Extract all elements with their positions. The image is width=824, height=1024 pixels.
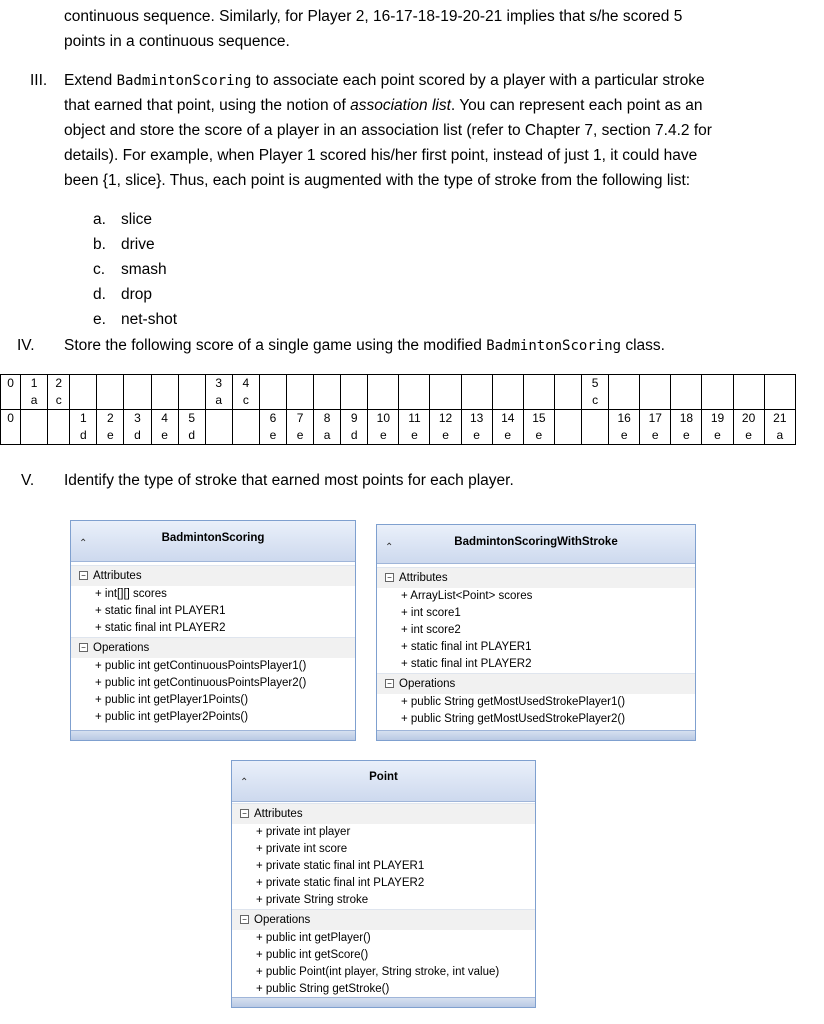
- uml-operation: + public String getStroke(): [256, 983, 390, 995]
- score-point: 10: [376, 411, 390, 425]
- section-3-line-1: [64, 68, 705, 94]
- score-cell: [1, 375, 21, 410]
- uml-operation: + public int getContinuousPointsPlayer1(): [95, 660, 307, 672]
- score-point: 13: [469, 411, 484, 425]
- score-stroke: c: [242, 393, 249, 407]
- uml-attribute: + int score1: [401, 607, 461, 619]
- score-cell: [48, 410, 70, 445]
- list-letter: b.: [93, 236, 106, 253]
- collapse-minus-icon[interactable]: −: [385, 573, 394, 582]
- section-label: Operations: [254, 914, 311, 926]
- uml-operation: + public Point(int player, String stroke, int value): [256, 966, 500, 978]
- score-point: 1: [79, 411, 87, 425]
- score-stroke: e: [473, 428, 480, 442]
- uml-attribute: + static final int PLAYER1: [95, 605, 226, 617]
- code-badminton-scoring: BadmintonScoring: [486, 338, 622, 354]
- score-stroke: a: [215, 393, 223, 407]
- uml-operations-header[interactable]: [232, 909, 535, 930]
- score-stroke: [97, 392, 123, 408]
- code-badminton-scoring: BadmintonScoring: [116, 73, 252, 89]
- uml-operation: + public int getPlayer2Points(): [95, 711, 249, 723]
- score-cell: [151, 410, 178, 445]
- section-label: Attributes: [399, 572, 448, 584]
- uml-class-point: [231, 760, 536, 1008]
- score-cell: [286, 375, 313, 410]
- score-point: 0: [7, 376, 14, 390]
- collapse-minus-icon[interactable]: −: [240, 915, 249, 924]
- score-point: [524, 375, 554, 392]
- score-stroke: [314, 392, 340, 408]
- score-cell: [97, 410, 124, 445]
- score-point: 2: [107, 411, 114, 425]
- uml-attribute: + int score2: [401, 624, 461, 636]
- score-cell: [671, 410, 702, 445]
- score-stroke: [582, 427, 608, 443]
- score-cell: [97, 375, 124, 410]
- score-cell: [368, 410, 399, 445]
- score-point: 4: [242, 376, 250, 390]
- score-point: 3: [215, 376, 223, 390]
- score-cell: [733, 375, 764, 410]
- stroke-name: drop: [121, 286, 153, 303]
- uml-class-badminton-scoring-with-stroke: [376, 524, 696, 741]
- intro-line-2: points in a continuous sequence.: [64, 33, 290, 50]
- uml-attribute: + static final int PLAYER2: [401, 658, 532, 670]
- score-stroke: [493, 392, 523, 408]
- score-stroke: d: [188, 428, 195, 442]
- score-point: 5: [188, 411, 195, 425]
- uml-operation: + public String getMostUsedStrokePlayer2(): [401, 713, 626, 725]
- score-stroke: a: [30, 393, 38, 407]
- score-point: [97, 375, 123, 392]
- score-cell: [205, 410, 232, 445]
- text: Store the following score of a single game using the modified: [64, 337, 487, 354]
- section-3-line-2: [64, 93, 703, 118]
- score-stroke: e: [269, 428, 277, 442]
- uml-operations-header[interactable]: [71, 637, 355, 658]
- text: Extend: [64, 72, 117, 89]
- score-point: [287, 375, 313, 392]
- score-cell: [124, 410, 151, 445]
- score-cell: [70, 375, 97, 410]
- score-point: [555, 410, 581, 427]
- score-cell: [492, 410, 523, 445]
- uml-attribute: + private static final int PLAYER1: [256, 860, 425, 872]
- score-stroke: e: [745, 428, 752, 442]
- score-point: 16: [617, 411, 631, 425]
- score-table-body: [1, 375, 796, 445]
- section-label: Operations: [93, 642, 150, 654]
- score-point: 3: [134, 411, 141, 425]
- score-cell: [523, 375, 554, 410]
- section-3-line-3: object and store the score of a player in an association list (refer to Chapter 7, section 7.4.2 for: [64, 122, 712, 139]
- uml-attribute: + private int player: [256, 826, 351, 838]
- score-cell: [232, 375, 259, 410]
- collapse-chevron-icon[interactable]: ⌃: [79, 538, 88, 549]
- score-stroke: d: [79, 428, 87, 442]
- stroke-name: drive: [121, 236, 155, 253]
- uml-attribute: + int[][] scores: [95, 588, 167, 600]
- score-stroke: d: [134, 428, 141, 442]
- text: that earned that point, using the notion of: [64, 97, 351, 114]
- score-cell: [609, 410, 640, 445]
- score-stroke: [70, 392, 96, 408]
- score-stroke: [341, 392, 367, 408]
- stroke-item: [93, 311, 177, 329]
- score-stroke: [368, 392, 398, 408]
- score-point: [260, 375, 286, 392]
- section-label: Attributes: [93, 570, 142, 582]
- score-stroke: [640, 392, 670, 408]
- score-point: [314, 375, 340, 392]
- uml-attribute: + private String stroke: [256, 894, 369, 906]
- score-point: 7: [296, 411, 304, 425]
- score-stroke: e: [504, 428, 512, 442]
- score-point: 12: [438, 411, 453, 425]
- score-stroke: e: [714, 428, 721, 442]
- score-stroke: [233, 427, 259, 443]
- score-stroke: [260, 392, 286, 408]
- score-row-player-2: [1, 410, 796, 445]
- score-stroke: e: [296, 428, 304, 442]
- intro-line-1: continuous sequence. Similarly, for Player 2, 16-17-18-19-20-21 implies that s/he scored 5: [64, 8, 683, 25]
- score-stroke: [524, 392, 554, 408]
- collapse-minus-icon[interactable]: −: [385, 679, 394, 688]
- score-cell: [430, 375, 461, 410]
- uml-class-header: [71, 521, 355, 562]
- score-cell: [582, 410, 609, 445]
- score-cell: [640, 375, 671, 410]
- uml-class-title: BadmintonScoringWithStroke: [454, 536, 618, 548]
- score-point: [555, 375, 581, 392]
- score-point: 0: [7, 411, 14, 425]
- uml-class-badminton-scoring: [70, 520, 356, 741]
- score-cell: [461, 375, 492, 410]
- score-cell: [1, 410, 21, 445]
- score-stroke: e: [161, 428, 168, 442]
- score-point: 19: [710, 411, 725, 425]
- score-cell: [671, 375, 702, 410]
- score-cell: [286, 410, 313, 445]
- score-stroke: [555, 427, 581, 443]
- uml-operation: + public int getPlayer1Points(): [95, 694, 249, 706]
- uml-footer: [377, 730, 695, 740]
- score-point: [702, 375, 732, 392]
- section-3-line-4: details). For example, when Player 1 scored his/her first point, instead of just 1, it could have: [64, 147, 698, 164]
- score-cell: [151, 375, 178, 410]
- score-stroke: c: [55, 393, 62, 407]
- score-point: [640, 375, 670, 392]
- score-stroke: e: [535, 428, 543, 442]
- score-stroke: [206, 427, 232, 443]
- score-point: 5: [591, 376, 599, 390]
- text: . You can represent each point as an: [450, 97, 703, 114]
- score-stroke: [124, 392, 150, 408]
- collapse-chevron-icon[interactable]: ⌃: [240, 777, 249, 788]
- list-letter: c.: [93, 261, 106, 278]
- score-cell: [205, 375, 232, 410]
- score-point: 6: [269, 411, 277, 425]
- score-cell: [554, 410, 581, 445]
- score-point: 9: [350, 411, 358, 425]
- score-stroke: [48, 427, 69, 443]
- score-stroke: e: [683, 428, 690, 442]
- score-stroke: [430, 392, 460, 408]
- uml-attribute: + static final int PLAYER2: [95, 622, 226, 634]
- score-cell: [232, 410, 259, 445]
- section-5-text: Identify the type of stroke that earned most points for each player.: [64, 472, 514, 489]
- score-cell: [399, 410, 430, 445]
- score-cell: [399, 375, 430, 410]
- score-stroke: [179, 392, 205, 408]
- score-point: 2: [55, 376, 63, 390]
- score-cell: [764, 375, 795, 410]
- uml-class-title: Point: [369, 771, 398, 783]
- score-cell: [368, 375, 399, 410]
- score-point: [765, 375, 795, 392]
- section-label: Operations: [399, 678, 456, 690]
- score-stroke: a: [323, 428, 331, 442]
- score-cell: [259, 375, 286, 410]
- stroke-item: [93, 286, 152, 304]
- uml-operation: + public int getPlayer(): [256, 932, 371, 944]
- uml-attribute: + static final int PLAYER1: [401, 641, 532, 653]
- score-point: [206, 410, 232, 427]
- score-cell: [314, 410, 341, 445]
- collapse-minus-icon[interactable]: −: [240, 809, 249, 818]
- score-cell: [764, 410, 795, 445]
- uml-class-header: [377, 525, 695, 564]
- uml-attributes-header[interactable]: [71, 565, 355, 586]
- score-point: [70, 375, 96, 392]
- score-point: [152, 375, 178, 392]
- score-point: 11: [408, 411, 421, 425]
- score-point: 4: [161, 411, 168, 425]
- score-point: 1: [30, 376, 38, 390]
- emphasis-association-list: association list: [350, 97, 451, 114]
- stroke-item: [93, 261, 167, 279]
- score-cell: [178, 410, 205, 445]
- score-stroke: [152, 392, 178, 408]
- uml-operation: + public int getContinuousPointsPlayer2(): [95, 677, 307, 689]
- score-stroke: [734, 392, 764, 408]
- score-cell: [430, 410, 461, 445]
- collapse-chevron-icon[interactable]: ⌃: [385, 542, 394, 553]
- score-stroke: [702, 392, 732, 408]
- score-point: 15: [532, 411, 546, 425]
- score-stroke: e: [442, 428, 449, 442]
- score-point: [430, 375, 460, 392]
- stroke-name: net-shot: [121, 311, 178, 328]
- collapse-minus-icon[interactable]: −: [79, 571, 88, 580]
- score-stroke: [21, 427, 47, 443]
- score-point: [399, 375, 429, 392]
- score-cell: [702, 410, 733, 445]
- section-label: Attributes: [254, 808, 303, 820]
- score-stroke: [555, 392, 581, 408]
- score-point: [671, 375, 701, 392]
- uml-attributes-header[interactable]: [232, 803, 535, 824]
- score-stroke: d: [350, 428, 358, 442]
- score-stroke: e: [620, 428, 628, 442]
- score-cell: [733, 410, 764, 445]
- score-stroke: c: [592, 393, 599, 407]
- collapse-minus-icon[interactable]: −: [79, 643, 88, 652]
- stroke-name: slice: [121, 211, 153, 228]
- score-cell: [341, 375, 368, 410]
- score-cell: [640, 410, 671, 445]
- score-point: 21: [773, 411, 787, 425]
- score-cell: [554, 375, 581, 410]
- stroke-item: [93, 211, 152, 229]
- score-cell: [21, 375, 48, 410]
- uml-attributes-header[interactable]: [377, 567, 695, 588]
- score-point: [609, 375, 639, 392]
- uml-attribute: + private int score: [256, 843, 348, 855]
- score-cell: [48, 375, 70, 410]
- score-point: 17: [648, 411, 662, 425]
- score-point: [462, 375, 492, 392]
- stroke-name: smash: [121, 261, 167, 278]
- score-cell: [21, 410, 48, 445]
- uml-class-title: BadmintonScoring: [161, 532, 265, 544]
- score-cell: [259, 410, 286, 445]
- list-letter: d.: [93, 286, 106, 303]
- uml-footer: [71, 730, 355, 740]
- score-point: [582, 410, 608, 427]
- score-cell: [70, 410, 97, 445]
- list-letter: e.: [93, 311, 106, 328]
- uml-class-header: [232, 761, 535, 802]
- score-point: [233, 410, 259, 427]
- score-cell: [582, 375, 609, 410]
- uml-footer: [232, 997, 535, 1007]
- score-cell: [523, 410, 554, 445]
- score-stroke: [671, 392, 701, 408]
- uml-operation: + public int getScore(): [256, 949, 369, 961]
- score-stroke: e: [411, 428, 418, 442]
- score-cell: [492, 375, 523, 410]
- uml-attribute: + ArrayList<Point> scores: [401, 590, 533, 602]
- score-point: 18: [679, 411, 694, 425]
- score-point: [368, 375, 398, 392]
- text: class.: [621, 337, 665, 354]
- score-cell: [314, 375, 341, 410]
- score-point: [734, 375, 764, 392]
- score-point: [179, 375, 205, 392]
- score-point: [21, 410, 47, 427]
- section-4-numeral: IV.: [17, 337, 35, 354]
- score-cell: [461, 410, 492, 445]
- list-letter: a.: [93, 211, 106, 228]
- score-stroke: e: [379, 428, 387, 442]
- section-3-line-5: been {1, slice}. Thus, each point is augmented with the type of stroke from the following list:: [64, 172, 691, 189]
- score-point: [124, 375, 150, 392]
- score-stroke: a: [776, 428, 784, 442]
- stroke-item: [93, 236, 155, 254]
- score-cell: [609, 375, 640, 410]
- score-point: 20: [741, 411, 756, 425]
- score-cell: [702, 375, 733, 410]
- score-row-player-1: [1, 375, 796, 410]
- uml-attribute: + private static final int PLAYER2: [256, 877, 425, 889]
- score-table: [0, 374, 796, 445]
- score-stroke: [765, 392, 795, 408]
- score-stroke: e: [651, 428, 659, 442]
- score-stroke: [462, 392, 492, 408]
- score-stroke: e: [107, 428, 114, 442]
- text: to associate each point scored by a player with a particular stroke: [251, 72, 705, 89]
- uml-operations-header[interactable]: [377, 673, 695, 694]
- section-3-numeral: III.: [30, 72, 48, 89]
- score-point: [48, 410, 69, 427]
- score-point: 8: [323, 411, 331, 425]
- score-point: [341, 375, 367, 392]
- score-stroke: [287, 392, 313, 408]
- uml-operation: + public String getMostUsedStrokePlayer1(): [401, 696, 626, 708]
- score-cell: [341, 410, 368, 445]
- score-cell: [178, 375, 205, 410]
- score-stroke: [1, 427, 20, 443]
- score-point: [493, 375, 523, 392]
- score-stroke: [609, 392, 639, 408]
- score-stroke: [1, 392, 20, 408]
- score-stroke: [399, 392, 429, 408]
- score-cell: [124, 375, 151, 410]
- section-5-numeral: V.: [21, 472, 35, 489]
- section-4-text: [64, 333, 665, 359]
- score-point: 14: [501, 411, 515, 425]
